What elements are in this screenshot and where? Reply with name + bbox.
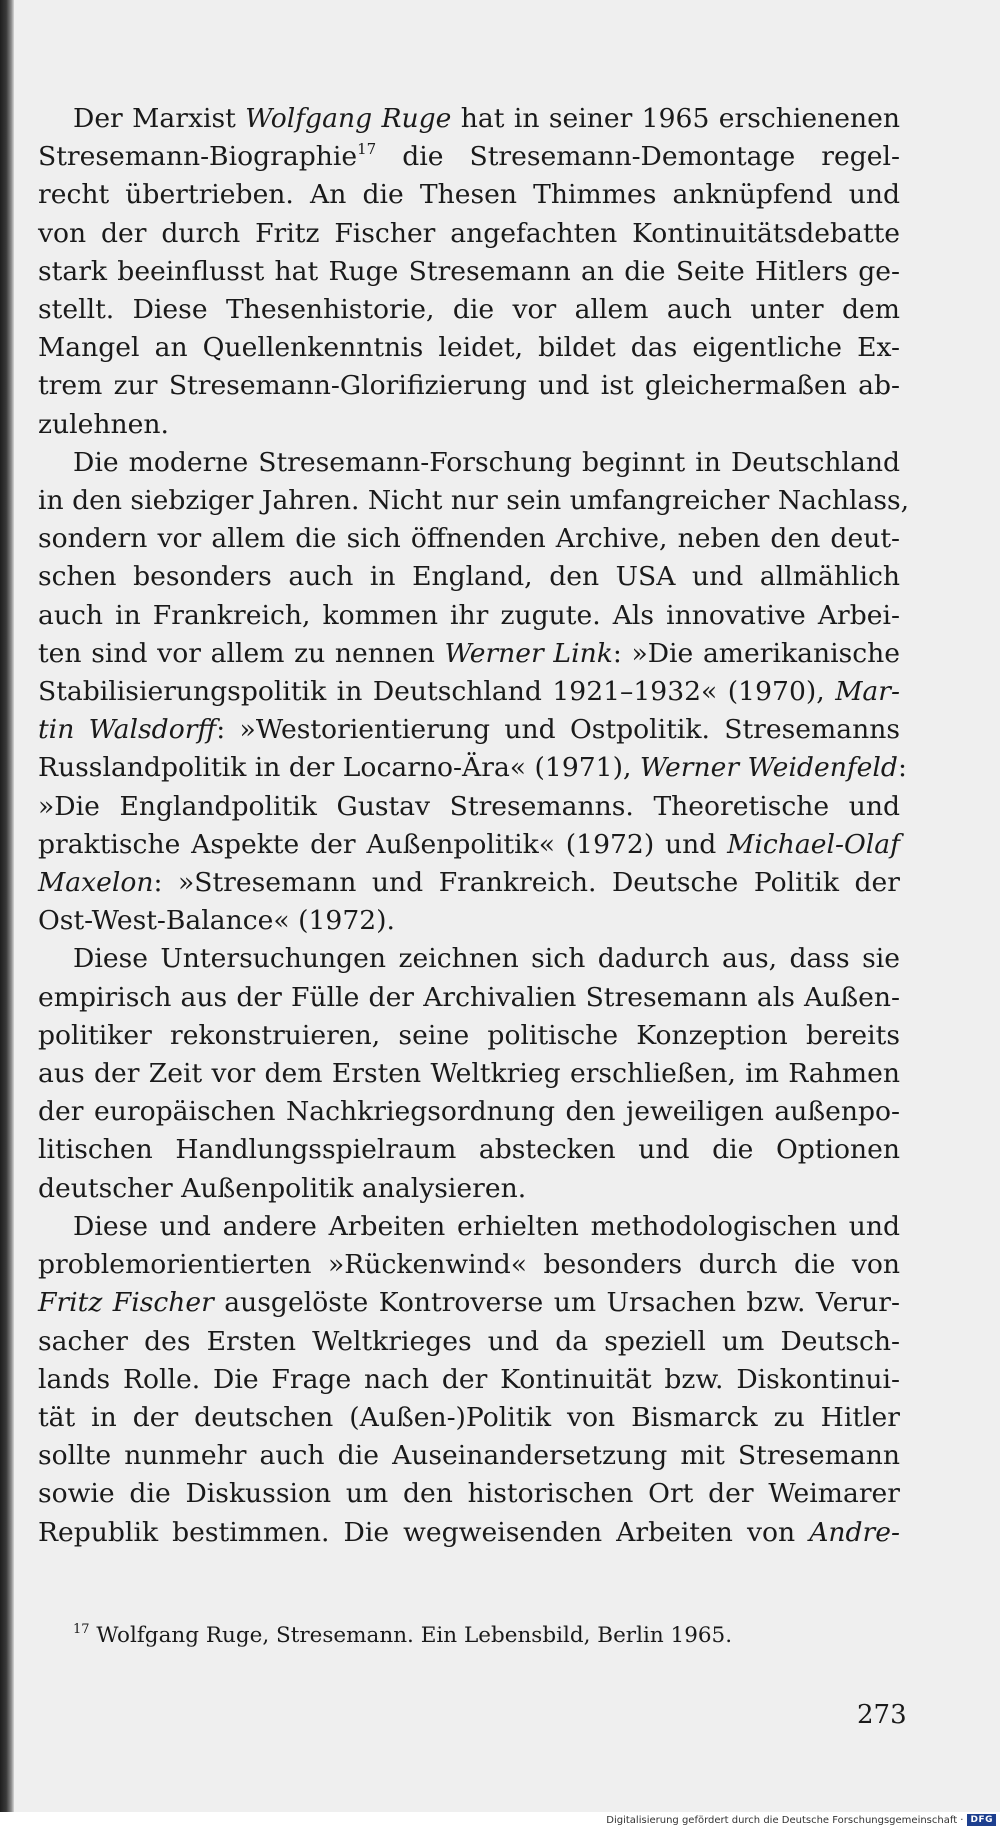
text-line xyxy=(38,902,900,940)
text-run: : »Stresemann und Frankreich. Deutsche Politik der xyxy=(153,867,900,899)
paragraph xyxy=(38,444,910,941)
text-line xyxy=(38,1055,900,1093)
italic-name: Fritz Fischer xyxy=(38,1287,214,1319)
text-line xyxy=(38,100,900,138)
text-run: problemorientierten »Rückenwind« besonders durch die von xyxy=(38,1249,900,1281)
text-line xyxy=(38,253,900,291)
text-line xyxy=(38,826,900,864)
text-run: praktische Aspekte der Außenpolitik« (1972) und xyxy=(38,828,728,860)
text-line xyxy=(38,1399,900,1437)
paragraph xyxy=(38,940,900,1207)
text-run: Die moderne Stresemann-Forschung beginnt in Deutschland xyxy=(73,446,900,478)
text-run: Stresemann-Biographie xyxy=(38,141,358,173)
digitization-credit xyxy=(606,1813,996,1827)
text-line xyxy=(38,406,900,444)
text-run: stark beeinflusst hat Ruge Stresemann an die Seite Hitlers ge- xyxy=(38,255,900,287)
paragraph xyxy=(38,1208,900,1552)
text-run: die Stresemann-Demontage regel- xyxy=(376,141,900,173)
text-line xyxy=(38,788,900,826)
text-run: : »Die amerikanische xyxy=(612,637,900,669)
italic-name: Werner Weidenfeld xyxy=(639,752,898,784)
footnote-number: 17 xyxy=(73,1622,90,1637)
italic-name: Andre- xyxy=(809,1516,900,1548)
text-run: Russlandpolitik in der Locarno-Ära« (1971), xyxy=(38,752,640,784)
text-run: : »Westorientierung und Ostpolitik. Stresemanns xyxy=(216,714,900,746)
text-run: Diese Untersuchungen zeichnen sich dadurch aus, dass sie xyxy=(73,943,900,975)
footnote-reference: 17 xyxy=(357,140,377,159)
text-run: trem zur Stresemann-Glorifizierung und ist gleichermaßen ab- xyxy=(38,370,900,402)
text-line xyxy=(38,558,900,596)
text-run: Stabilisierungspolitik in Deutschland 1921–1932« (1970), xyxy=(38,676,836,708)
text-line xyxy=(38,482,910,520)
text-run: Diese und andere Arbeiten erhielten methodologischen und xyxy=(73,1210,900,1242)
text-run: ten sind vor allem zu nennen xyxy=(38,637,445,669)
text-run: auch in Frankreich, kommen ihr zugute. Als innovative Arbei- xyxy=(38,599,900,631)
text-line xyxy=(38,749,907,787)
text-run: »Die Englandpolitik Gustav Stresemanns. Theoretische und xyxy=(38,790,900,822)
text-run: : xyxy=(897,752,907,784)
text-line xyxy=(38,291,900,329)
text-run: politiker rekonstruieren, seine politische Konzeption bereits xyxy=(38,1019,900,1051)
paragraph xyxy=(38,100,900,444)
text-run: der europäischen Nachkriegsordnung den jeweiligen außenpo- xyxy=(38,1096,900,1128)
text-line xyxy=(38,1514,900,1552)
text-run: sacher des Ersten Weltkrieges und da speziell um Deutsch- xyxy=(38,1325,900,1357)
text-line xyxy=(38,367,900,405)
text-run: sowie die Diskussion um den historischen Ort der Weimarer xyxy=(38,1478,900,1510)
text-line xyxy=(38,979,900,1017)
text-line xyxy=(38,711,900,749)
page-number: 273 xyxy=(857,1700,907,1730)
italic-name: Michael-Olaf xyxy=(727,828,900,860)
italic-name: Werner Link xyxy=(444,637,613,669)
text-line xyxy=(38,1284,900,1322)
text-run: Der Marxist xyxy=(73,103,246,134)
text-line xyxy=(38,940,900,978)
text-run: sondern vor allem die sich öffnenden Archive, neben den deut- xyxy=(38,523,900,555)
footnote-text: Wolfgang Ruge, Stresemann. Ein Lebensbild, Berlin 1965. xyxy=(96,1623,733,1648)
body-text xyxy=(38,100,910,1552)
text-run: deutscher Außenpolitik analysieren. xyxy=(38,1172,527,1204)
text-run: Ost-West-Balance« (1972). xyxy=(38,905,396,937)
text-run: schen besonders auch in England, den USA und allmählich xyxy=(38,561,900,593)
text-run: in den siebziger Jahren. Nicht nur sein umfangreicher Nachlass, xyxy=(38,485,910,517)
text-run: lands Rolle. Die Frage nach der Kontinuität bzw. Diskontinui- xyxy=(38,1363,900,1395)
text-run: hat in seiner 1965 erschienenen xyxy=(451,103,900,134)
text-line xyxy=(38,1437,900,1475)
text-line xyxy=(38,1323,900,1361)
credit-text: Digitalisierung gefördert durch die Deutsche Forschungsgemeinschaft · xyxy=(606,1814,964,1826)
text-line xyxy=(38,673,900,711)
text-line xyxy=(38,1361,900,1399)
text-run: litischen Handlungsspielraum abstecken und die Optionen xyxy=(38,1134,900,1166)
text-line xyxy=(38,1475,900,1513)
footnote xyxy=(73,1623,732,1648)
italic-name: Mar- xyxy=(835,676,900,708)
book-binding-shadow xyxy=(0,0,14,1812)
text-run: Republik bestimmen. Die wegweisenden Arbeiten von xyxy=(38,1516,810,1548)
text-line xyxy=(38,444,900,482)
text-line xyxy=(38,138,900,176)
text-run: zulehnen. xyxy=(38,408,169,440)
text-run: von der durch Fritz Fischer angefachten Kontinuitätsdebatte xyxy=(38,217,900,249)
text-line xyxy=(38,1246,900,1284)
dfg-logo: DFG xyxy=(967,1814,996,1826)
text-line xyxy=(38,520,900,558)
text-line xyxy=(38,864,900,902)
text-line xyxy=(38,329,900,367)
text-line xyxy=(38,1093,900,1131)
text-run: stellt. Diese Thesenhistorie, die vor allem auch unter dem xyxy=(38,294,900,326)
italic-name: Maxelon xyxy=(38,867,154,899)
text-run: recht übertrieben. An die Thesen Thimmes anknüpfend und xyxy=(38,179,900,211)
text-run: empirisch aus der Fülle der Archivalien Stresemann als Außen- xyxy=(38,981,900,1013)
text-run: tät in der deutschen (Außen-)Politik von Bismarck zu Hitler xyxy=(38,1401,900,1433)
text-run: sollte nunmehr auch die Auseinandersetzung mit Stresemann xyxy=(38,1440,900,1472)
text-line xyxy=(38,635,900,673)
text-line xyxy=(38,1017,900,1055)
text-run: ausgelöste Kontroverse um Ursachen bzw. Verur- xyxy=(213,1287,900,1319)
text-run: Mangel an Quellenkenntnis leidet, bildet das eigentliche Ex- xyxy=(38,332,900,364)
text-line xyxy=(38,1131,900,1169)
text-line xyxy=(38,1208,900,1246)
text-line xyxy=(38,1170,900,1208)
text-run: aus der Zeit vor dem Ersten Weltkrieg erschließen, im Rahmen xyxy=(38,1058,900,1090)
text-line xyxy=(38,597,900,635)
italic-name: tin Walsdorff xyxy=(38,714,217,746)
text-line xyxy=(38,215,900,253)
text-line xyxy=(38,176,900,214)
italic-name: Wolfgang Ruge xyxy=(245,103,452,134)
